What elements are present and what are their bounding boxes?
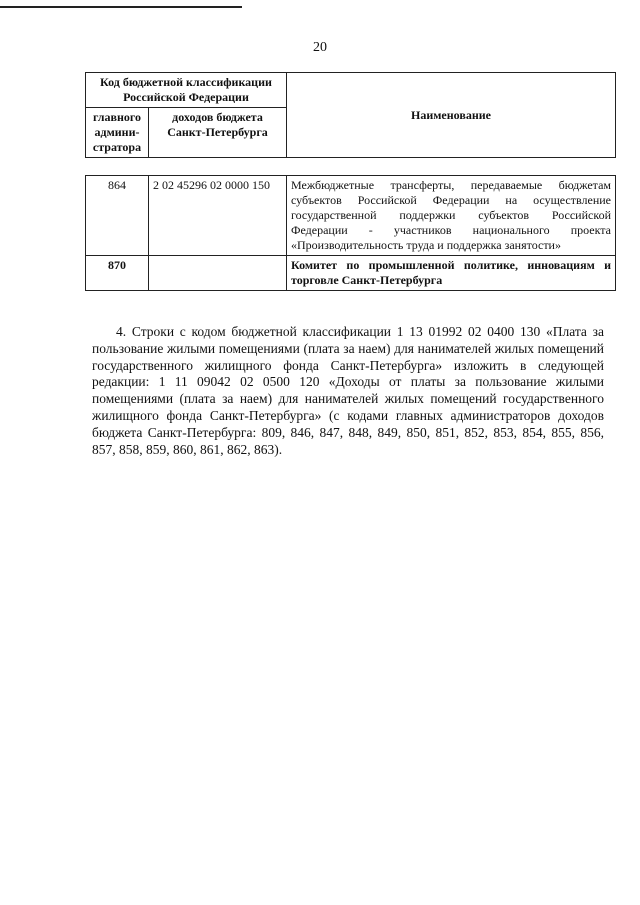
table-row bbox=[86, 256, 616, 291]
table-header bbox=[85, 72, 616, 158]
row-name: Комитет по промышленной политике, инновациям и торговле Санкт-Петербурга bbox=[287, 256, 616, 291]
paragraph-item-4: 4. Строки с кодом бюджетной классификации 1 13 01992 02 0400 130 «Плата за пользование жилыми помещениями (плата за наем) для нанимателей жилых помещений государственного жилищного фонда Санкт-Петербурга» изложить в следующей редакции: 1 11 09042 02 0500 120 «Доходы от платы за пользование жилыми помещениями (плата за наем) для нанимателей жилых помещений государственного жилищного фонда Санкт-Петербурга» (с кодами главных администраторов доходов бюджета Санкт-Петербурга: 809, 846, 847, 848, 849, 850, 851, 852, 853, 854, 855, 856, 857, 858, 859, 860, 861, 862, 863). bbox=[92, 324, 604, 457]
row-admin-code: 870 bbox=[86, 256, 149, 291]
row-name: Межбюджетные трансферты, передаваемые бюджетам субъектов Российской Федерации на осуществление государственной поддержки субъектов Российской Федерации - участников национального проекта «Производительность труда и поддержка занятости» bbox=[287, 176, 616, 256]
page-number: 20 bbox=[313, 40, 327, 55]
table-row bbox=[86, 176, 616, 256]
header-income: доходов бюджета Санкт-Петербурга bbox=[149, 108, 287, 158]
header-admin: главного админи-стратора bbox=[86, 108, 149, 158]
table-body bbox=[85, 175, 616, 291]
top-rule bbox=[0, 6, 242, 8]
row-income-code bbox=[149, 256, 287, 291]
row-income-code: 2 02 45296 02 0000 150 bbox=[149, 176, 287, 256]
row-admin-code: 864 bbox=[86, 176, 149, 256]
header-group-title: Код бюджетной классификации Российской Федерации bbox=[86, 73, 287, 108]
header-name: Наименование bbox=[287, 73, 616, 158]
